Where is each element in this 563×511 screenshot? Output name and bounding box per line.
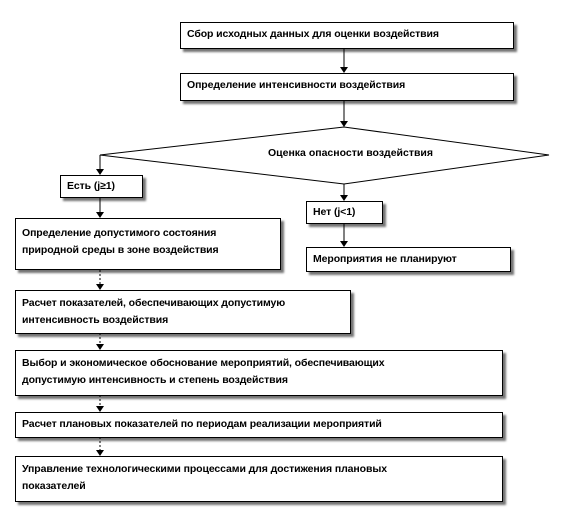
decision-label: Оценка опасности воздействия bbox=[268, 147, 434, 159]
step-collect-data: Сбор исходных данных для оценки воздействия bbox=[180, 22, 514, 49]
step-no-measures: Мероприятия не планируют bbox=[306, 247, 511, 272]
step-determine-intensity: Определение интенсивности воздействия bbox=[180, 73, 514, 101]
step-manage-processes: Управление технологическими процессами для достижения плановых показателей bbox=[15, 456, 503, 502]
branch-yes: Есть (j≥1) bbox=[60, 175, 143, 198]
step-planned-indicators: Расчет плановых показателей по периодам реализации мероприятий bbox=[15, 412, 503, 438]
step-choose-measures: Выбор и экономическое обоснование мероприятий, обеспечивающих допустимую интенсивность и степень воздействия bbox=[15, 350, 503, 396]
step-permissible-state: Определение допустимого состояния природной среды в зоне воздействия bbox=[15, 218, 281, 270]
branch-no: Нет (j<1) bbox=[306, 201, 383, 224]
step-calc-indicators: Расчет показателей, обеспечивающих допустимую интенсивность воздействия bbox=[15, 290, 351, 334]
